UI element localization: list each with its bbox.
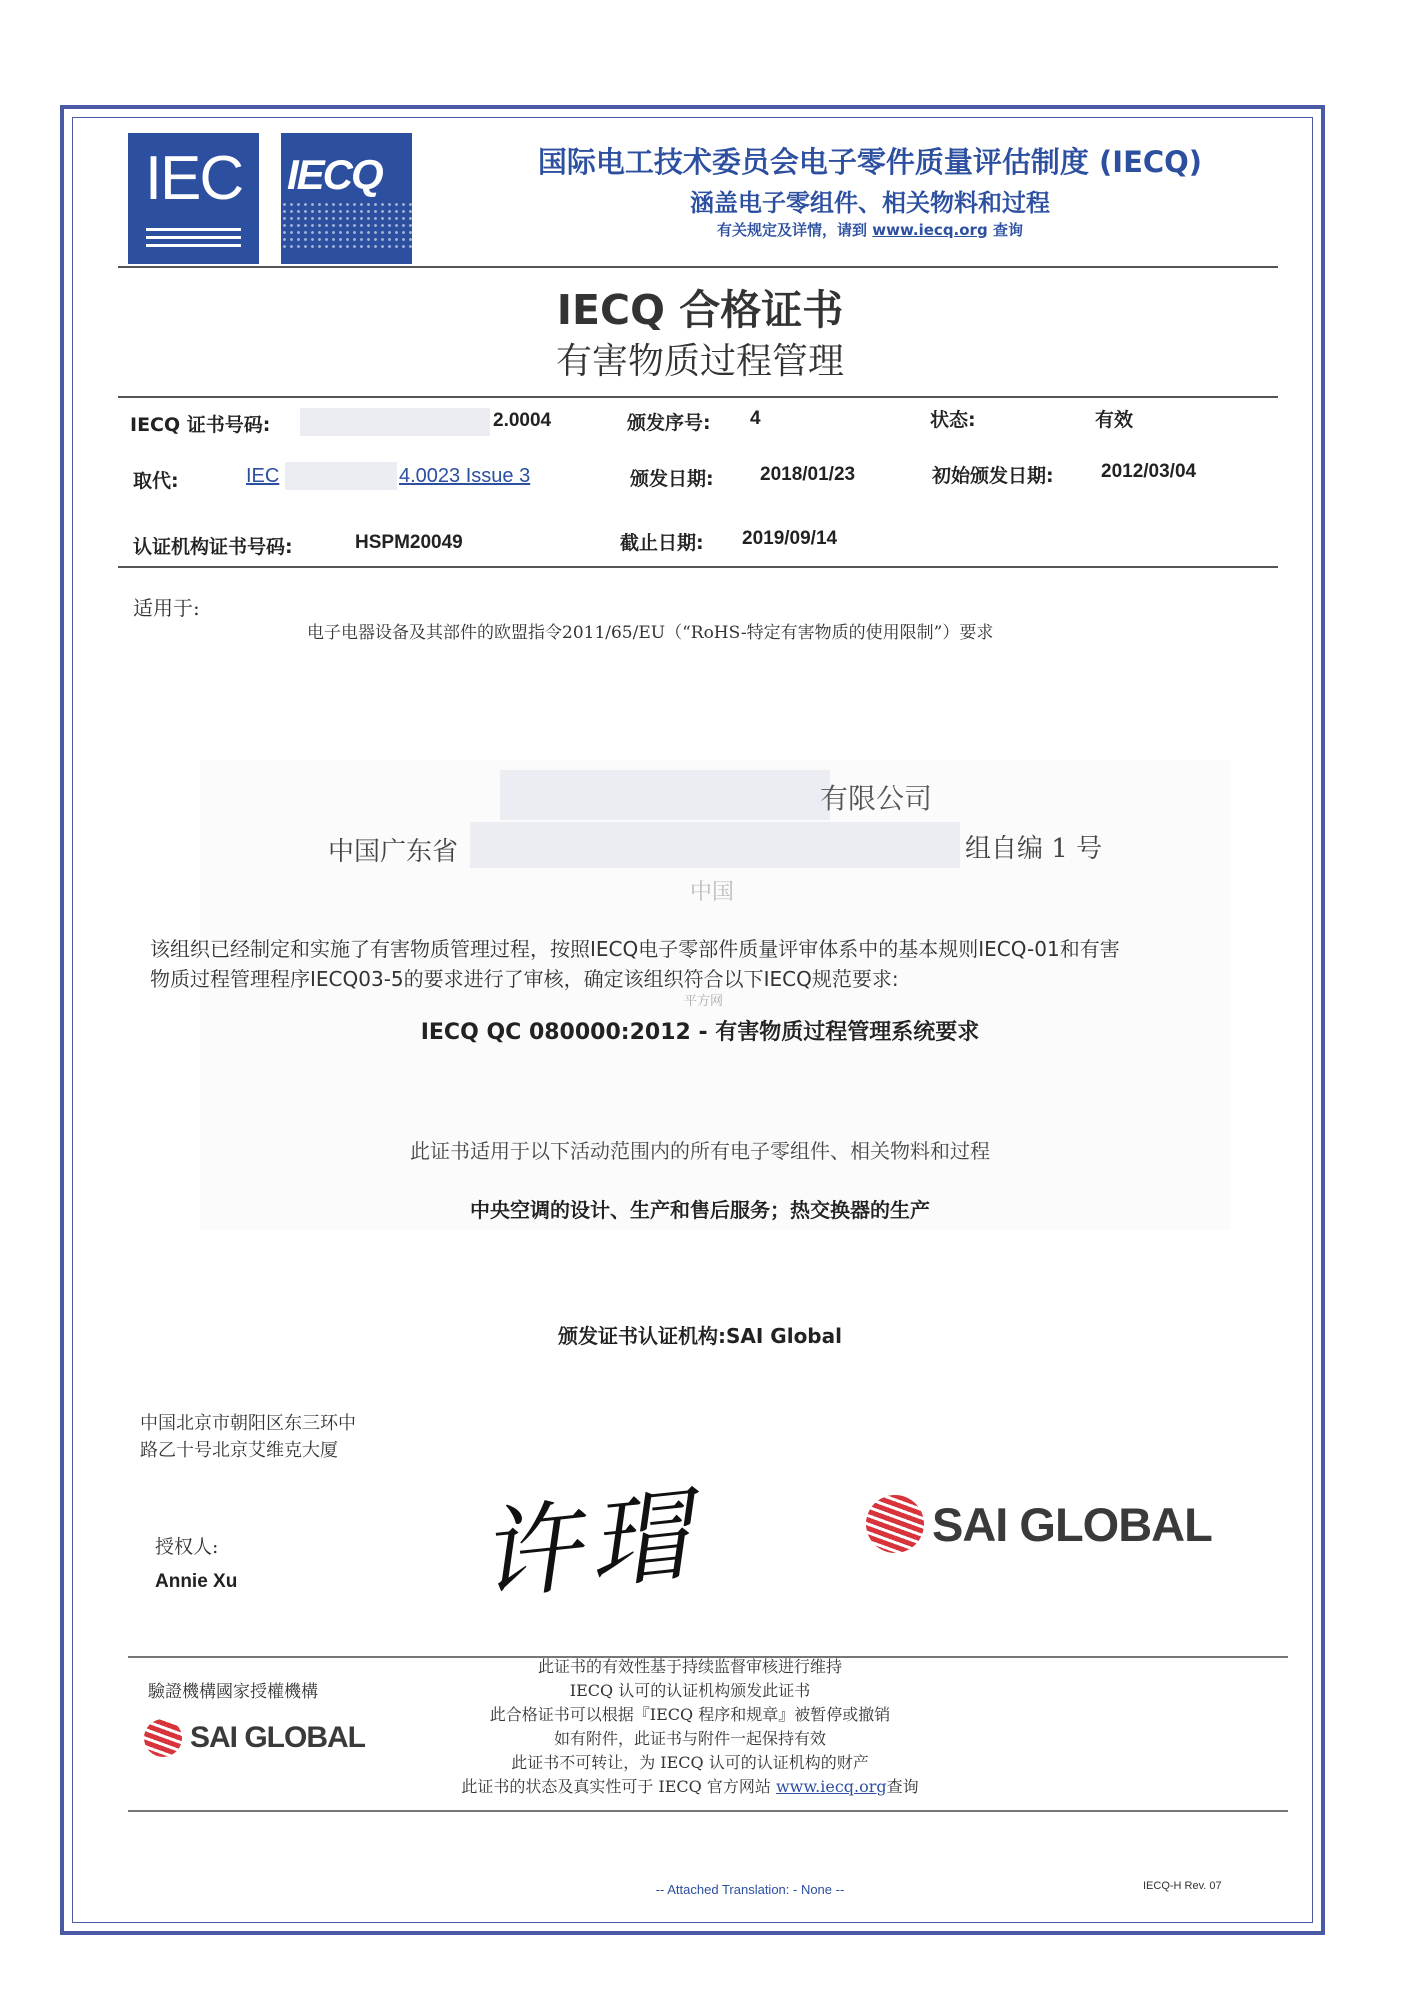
info-top-divider <box>118 396 1278 398</box>
replaces-value[interactable]: 4.0023 Issue 3 <box>399 465 531 487</box>
iecq-logo-text: IECQ <box>287 151 382 198</box>
redacted-company-name <box>500 770 830 820</box>
attached-translation: -- Attached Translation: - None -- <box>655 1882 845 1897</box>
issuer-address-line-2: 路乙十号北京艾维克大厦 <box>140 1440 338 1461</box>
footer-line-6: 此证书的状态及真实性可于 IECQ 官方网站 www.iecq.org查询 <box>461 1777 919 1796</box>
iec-logo-text: IEC <box>144 144 243 213</box>
cb-cert-label: 认证机构证书号码: <box>133 536 293 558</box>
issue-date-label: 颁发日期: <box>630 468 714 490</box>
issue-seq-value: 4 <box>750 408 761 429</box>
scope-intro: 此证书适用于以下活动范围内的所有电子零组件、相关物料和过程 <box>410 1139 990 1163</box>
address-start: 中国广东省 <box>328 837 459 867</box>
applicable-label: 适用于: <box>133 596 200 620</box>
statement-line-1: 该组织已经制定和实施了有害物质管理过程，按照IECQ电子零部件质量评审体系中的基本规则IECQ-01和有害 <box>150 937 1120 961</box>
footer-line-4: 如有附件，此证书与附件一起保持有效 <box>553 1729 826 1748</box>
iec-logo <box>128 133 259 264</box>
sai-global-icon <box>866 1495 924 1553</box>
watermark-text: 平方网 <box>684 994 724 1009</box>
applicable-text: 电子电器设备及其部件的欧盟指令2011/65/EU（“RoHS-特定有害物质的使用限制”）要求 <box>307 623 994 643</box>
address-end: 组自编 1 号 <box>965 834 1103 864</box>
cert-no-label: IECQ 证书号码: <box>130 414 271 436</box>
footer-line-5: 此证书不可转让，为 IECQ 认可的认证机构的财产 <box>511 1753 869 1772</box>
issue-seq-label: 颁发序号: <box>627 412 711 434</box>
cert-no-value: 2.0004 <box>493 410 552 431</box>
initial-date-label: 初始颁发日期: <box>932 465 1054 487</box>
initial-date-value: 2012/03/04 <box>1101 461 1197 482</box>
sai-global-logo-main: SAI GLOBAL <box>866 1495 1212 1553</box>
redacted-cert-no <box>300 408 490 436</box>
cb-cert-value: HSPM20049 <box>355 532 463 553</box>
company-name: 有限公司 <box>820 782 933 815</box>
scheme-subtitle: 涵盖电子零组件、相关物料和过程 <box>690 189 1050 217</box>
form-revision: IECQ-H Rev. 07 <box>1143 1880 1222 1892</box>
issue-date-value: 2018/01/23 <box>760 464 856 485</box>
standard-reference: IECQ QC 080000:2012 - 有害物质过程管理系统要求 <box>420 1020 980 1045</box>
issuer-address-line-1: 中国北京市朝阳区东三环中 <box>140 1413 356 1434</box>
footer-iecq-link[interactable]: www.iecq.org <box>775 1777 887 1796</box>
scheme-note: 有关规定及详情，请到 www.iecq.org 查询 <box>717 221 1023 239</box>
status-label: 状态: <box>930 409 976 431</box>
info-bottom-divider <box>118 566 1278 568</box>
certificate-title: IECQ 合格证书 <box>556 286 844 334</box>
authorized-label: 授权人: <box>155 1536 219 1558</box>
footer-bottom-divider <box>128 1810 1288 1812</box>
sai-global-footer-icon <box>144 1719 182 1757</box>
sai-global-logo-footer: SAI GLOBAL <box>144 1719 365 1757</box>
authorized-name: Annie Xu <box>155 1571 238 1592</box>
redacted-address <box>470 822 960 868</box>
footer-line-2: IECQ 认可的认证机构颁发此证书 <box>569 1681 811 1700</box>
replaces-prefix[interactable]: IEC <box>246 465 280 487</box>
expiry-value: 2019/09/14 <box>742 528 838 549</box>
replaces-label: 取代: <box>133 470 179 492</box>
certificate-subtitle: 有害物质过程管理 <box>555 341 844 382</box>
iecq-website-link[interactable]: www.iecq.org <box>872 221 988 239</box>
scope-activities: 中央空调的设计、生产和售后服务；热交换器的生产 <box>470 1198 930 1222</box>
iecq-logo <box>281 133 412 264</box>
footer-line-1: 此证书的有效性基于持续监督审核进行维持 <box>537 1657 842 1676</box>
statement-line-2: 物质过程管理程序IECQ03-5的要求进行了审核，确定该组织符合以下IECQ规范要求: <box>150 967 899 991</box>
status-value: 有效 <box>1095 409 1134 431</box>
signature: 许瑁 <box>473 1475 705 1616</box>
footer-line-3: 此合格证书可以根据『IECQ 程序和规章』被暂停或撤销 <box>489 1705 891 1724</box>
redacted-replaces <box>285 462 397 490</box>
issuing-body: 颁发证书认证机构:SAI Global <box>558 1324 842 1348</box>
header-divider <box>118 266 1278 268</box>
country: 中国 <box>690 880 735 905</box>
scheme-title: 国际电工技术委员会电子零件质量评估制度 (IECQ) <box>537 145 1203 179</box>
expiry-label: 截止日期: <box>620 532 704 554</box>
accreditation-label: 驗證機構國家授權機構 <box>148 1682 318 1702</box>
